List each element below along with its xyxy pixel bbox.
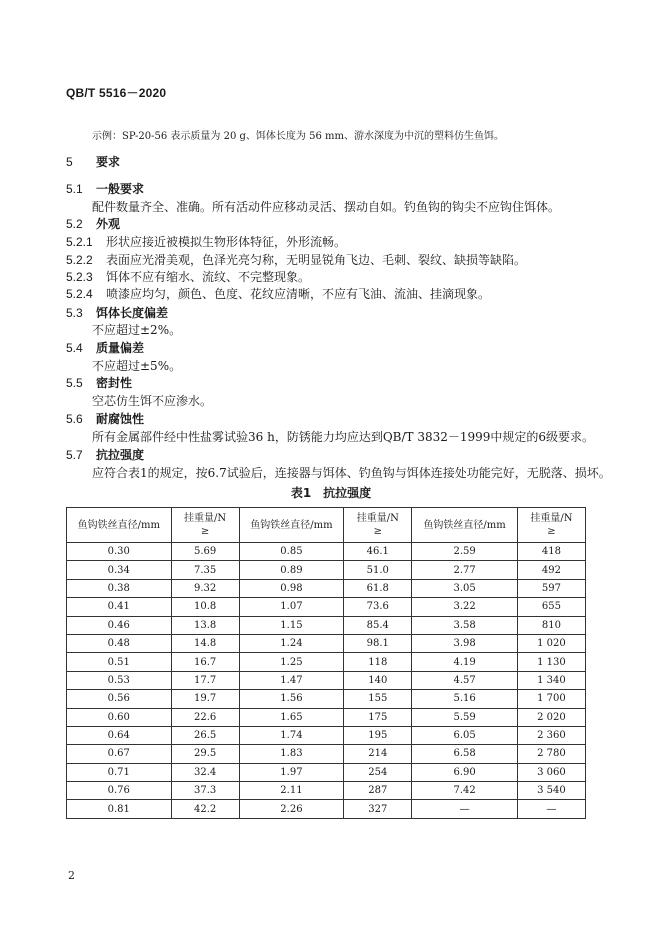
header-weight-symbol: ≥ xyxy=(373,526,382,537)
cell-diameter: 0.81 xyxy=(67,800,172,818)
cell-weight: 13.8 xyxy=(171,616,239,634)
cell-diameter: 1.56 xyxy=(239,690,344,708)
cell-diameter: 0.56 xyxy=(67,690,172,708)
section-number: 5.6 xyxy=(66,412,83,426)
cell-diameter: 2.26 xyxy=(239,800,344,818)
section-number: 5.1 xyxy=(66,182,83,196)
cell-diameter: 1.47 xyxy=(239,671,344,689)
cell-diameter: 5.16 xyxy=(412,690,518,708)
table-body xyxy=(67,543,586,819)
cell-diameter: 3.98 xyxy=(412,634,518,652)
cell-diameter: 1.24 xyxy=(239,634,344,652)
section-text: 喷漆应均匀，颜色、色度、花纹应清晰，不应有飞油、流油、挂滴现象。 xyxy=(106,287,491,301)
cell-diameter: 0.30 xyxy=(67,543,172,561)
section-text: 所有金属部件经中性盐雾试验36 h，防锈能力均应达到QB/T 3832－1999中规定的6级要求。 xyxy=(92,430,595,444)
cell-diameter: 0.41 xyxy=(67,598,172,616)
section-text: 不应超过±2%。 xyxy=(92,323,182,337)
cell-weight: 98.1 xyxy=(344,634,412,652)
section-number: 5.5 xyxy=(66,376,83,390)
cell-weight: 26.5 xyxy=(171,726,239,744)
cell-diameter: 6.90 xyxy=(412,763,518,781)
cell-diameter: 0.46 xyxy=(67,616,172,634)
header-diameter: 鱼钩铁丝直径/mm xyxy=(412,508,518,543)
section-heading: 抗拉强度 xyxy=(96,448,145,462)
section-number: 5.3 xyxy=(66,306,83,320)
section-text: 应符合表1的规定，按6.7试验后，连接器与饵体、钓鱼钩与饵体连接处功能完好，无脱落、损坏。 xyxy=(92,466,611,480)
cell-diameter: 3.58 xyxy=(412,616,518,634)
cell-weight: 7.35 xyxy=(171,561,239,579)
cell-weight: 29.5 xyxy=(171,745,239,763)
cell-diameter: 0.71 xyxy=(67,763,172,781)
cell-weight: 1 340 xyxy=(517,671,585,689)
cell-diameter: 0.60 xyxy=(67,708,172,726)
section-number: 5.7 xyxy=(66,448,83,462)
table-row xyxy=(67,579,586,597)
section-5-2-1 xyxy=(66,233,346,250)
cell-diameter: 2.59 xyxy=(412,543,518,561)
section-text: 不应超过±5%。 xyxy=(92,359,182,373)
section-5-2-3 xyxy=(66,268,310,285)
section-heading: 一般要求 xyxy=(96,182,145,196)
example-note: 示例：SP-20-56 表示质量为 20 g、饵体长度为 56 mm、游水深度为中沉的塑料仿生鱼饵。 xyxy=(92,131,504,142)
cell-diameter: 0.67 xyxy=(67,745,172,763)
section-5-2-2 xyxy=(66,251,526,268)
table-row xyxy=(67,616,586,634)
cell-weight: 46.1 xyxy=(344,543,412,561)
cell-weight: 2 780 xyxy=(517,745,585,763)
header-diameter: 鱼钩铁丝直径/mm xyxy=(239,508,344,543)
section-number: 5 xyxy=(66,155,73,169)
section-number: 5.2.4 xyxy=(66,287,93,301)
section-5-6 xyxy=(66,410,144,427)
table-row xyxy=(67,708,586,726)
header-weight xyxy=(344,508,412,543)
cell-weight: 85.4 xyxy=(344,616,412,634)
section-5 xyxy=(66,153,120,170)
tensile-strength-table xyxy=(66,507,586,819)
cell-weight: 61.8 xyxy=(344,579,412,597)
section-body-text xyxy=(92,321,181,338)
cell-diameter: 2.11 xyxy=(239,782,344,800)
cell-diameter: 0.85 xyxy=(239,543,344,561)
cell-weight: 175 xyxy=(344,708,412,726)
section-number: 5.2 xyxy=(66,217,83,231)
cell-weight: 155 xyxy=(344,690,412,708)
cell-weight: 5.69 xyxy=(171,543,239,561)
cell-weight: 287 xyxy=(344,782,412,800)
cell-diameter: 0.89 xyxy=(239,561,344,579)
table-row xyxy=(67,800,586,818)
cell-diameter: 4.19 xyxy=(412,653,518,671)
cell-diameter: 0.51 xyxy=(67,653,172,671)
section-text: 空芯仿生饵不应渗水。 xyxy=(92,394,213,408)
section-body-text xyxy=(92,357,181,374)
cell-weight: 9.32 xyxy=(171,579,239,597)
cell-diameter: 1.07 xyxy=(239,598,344,616)
header-weight-symbol: ≥ xyxy=(200,526,210,537)
section-5-2-4 xyxy=(66,285,490,302)
cell-diameter: 0.76 xyxy=(67,782,172,800)
table-row xyxy=(67,598,586,616)
cell-weight: 16.7 xyxy=(171,653,239,671)
cell-diameter: 0.98 xyxy=(239,579,344,597)
header-weight-label: 挂重量/N xyxy=(530,513,573,524)
section-heading: 密封性 xyxy=(96,376,133,390)
table-row xyxy=(67,763,586,781)
cell-diameter: — xyxy=(412,800,518,818)
cell-weight: 327 xyxy=(344,800,412,818)
cell-diameter: 2.77 xyxy=(412,561,518,579)
header-weight-symbol: ≥ xyxy=(547,526,556,537)
cell-diameter: 1.65 xyxy=(239,708,344,726)
page-number: 2 xyxy=(68,869,75,882)
header-weight xyxy=(517,508,585,543)
header-weight-label: 挂重量/N xyxy=(184,513,227,524)
cell-diameter: 0.34 xyxy=(67,561,172,579)
cell-weight: 140 xyxy=(344,671,412,689)
cell-weight: 32.4 xyxy=(171,763,239,781)
section-5-7 xyxy=(66,446,144,463)
cell-weight: 42.2 xyxy=(171,800,239,818)
section-5-2 xyxy=(66,215,120,232)
cell-weight: 1 020 xyxy=(517,634,585,652)
section-5-5 xyxy=(66,374,132,391)
standard-code: QB/T 5516－2020 xyxy=(66,86,167,100)
cell-weight: 1 130 xyxy=(517,653,585,671)
cell-weight: 597 xyxy=(517,579,585,597)
cell-diameter: 0.38 xyxy=(67,579,172,597)
cell-diameter: 1.15 xyxy=(239,616,344,634)
section-5-3 xyxy=(66,304,168,321)
cell-weight: 254 xyxy=(344,763,412,781)
cell-diameter: 0.53 xyxy=(67,671,172,689)
cell-weight: 3 060 xyxy=(517,763,585,781)
cell-weight: 214 xyxy=(344,745,412,763)
section-heading: 外观 xyxy=(96,217,121,231)
section-body-text xyxy=(92,428,594,445)
cell-weight: 118 xyxy=(344,653,412,671)
cell-diameter: 6.58 xyxy=(412,745,518,763)
cell-weight: 492 xyxy=(517,561,585,579)
section-5-4 xyxy=(66,339,144,356)
header-weight xyxy=(171,508,239,543)
section-heading: 质量偏差 xyxy=(96,341,145,355)
cell-diameter: 0.48 xyxy=(67,634,172,652)
cell-diameter: 1.83 xyxy=(239,745,344,763)
cell-diameter: 1.97 xyxy=(239,763,344,781)
cell-diameter: 6.05 xyxy=(412,726,518,744)
section-5-1 xyxy=(66,180,144,197)
table-row xyxy=(67,782,586,800)
section-body-text xyxy=(92,392,212,409)
cell-weight: 73.6 xyxy=(344,598,412,616)
cell-weight: 655 xyxy=(517,598,585,616)
cell-weight: — xyxy=(517,800,585,818)
section-heading: 耐腐蚀性 xyxy=(96,412,145,426)
cell-weight: 3 540 xyxy=(517,782,585,800)
cell-diameter: 7.42 xyxy=(412,782,518,800)
cell-diameter: 0.64 xyxy=(67,726,172,744)
header-weight-label: 挂重量/N xyxy=(356,513,399,524)
table-row xyxy=(67,634,586,652)
section-text: 表面应光滑美观，色泽光亮匀称，无明显锐角飞边、毛刺、裂纹、缺损等缺陷。 xyxy=(106,253,527,267)
cell-diameter: 1.25 xyxy=(239,653,344,671)
cell-weight: 195 xyxy=(344,726,412,744)
section-number: 5.2.1 xyxy=(66,235,93,249)
cell-weight: 37.3 xyxy=(171,782,239,800)
cell-weight: 2 020 xyxy=(517,708,585,726)
table-caption: 表1 抗拉强度 xyxy=(290,486,372,500)
section-number: 5.4 xyxy=(66,341,83,355)
section-text: 形状应接近被模拟生物形体特征，外形流畅。 xyxy=(106,235,347,249)
cell-diameter: 4.57 xyxy=(412,671,518,689)
table-row xyxy=(67,726,586,744)
cell-weight: 51.0 xyxy=(344,561,412,579)
table-header-row xyxy=(67,508,586,543)
cell-weight: 810 xyxy=(517,616,585,634)
section-body-text xyxy=(92,464,611,481)
section-number: 5.2.2 xyxy=(66,253,93,267)
cell-weight: 10.8 xyxy=(171,598,239,616)
section-text: 饵体不应有缩水、流纹、不完整现象。 xyxy=(106,270,311,284)
cell-weight: 22.6 xyxy=(171,708,239,726)
cell-diameter: 3.22 xyxy=(412,598,518,616)
table-row xyxy=(67,543,586,561)
cell-weight: 19.7 xyxy=(171,690,239,708)
section-text: 配件数量齐全、准确。所有活动件应移动灵活、摆动自如。钓鱼钩的钩尖不应钩住饵体。 xyxy=(92,200,561,214)
cell-diameter: 1.74 xyxy=(239,726,344,744)
header-diameter: 鱼钩铁丝直径/mm xyxy=(67,508,172,543)
section-number: 5.2.3 xyxy=(66,270,93,284)
table-row xyxy=(67,745,586,763)
table-row xyxy=(67,653,586,671)
table-row xyxy=(67,671,586,689)
cell-weight: 17.7 xyxy=(171,671,239,689)
cell-diameter: 3.05 xyxy=(412,579,518,597)
section-heading: 饵体长度偏差 xyxy=(96,306,169,320)
cell-weight: 418 xyxy=(517,543,585,561)
cell-diameter: 5.59 xyxy=(412,708,518,726)
cell-weight: 1 700 xyxy=(517,690,585,708)
section-body-text xyxy=(92,198,560,215)
table-row xyxy=(67,690,586,708)
cell-weight: 14.8 xyxy=(171,634,239,652)
table-row xyxy=(67,561,586,579)
cell-weight: 2 360 xyxy=(517,726,585,744)
section-heading: 要求 xyxy=(96,155,121,169)
